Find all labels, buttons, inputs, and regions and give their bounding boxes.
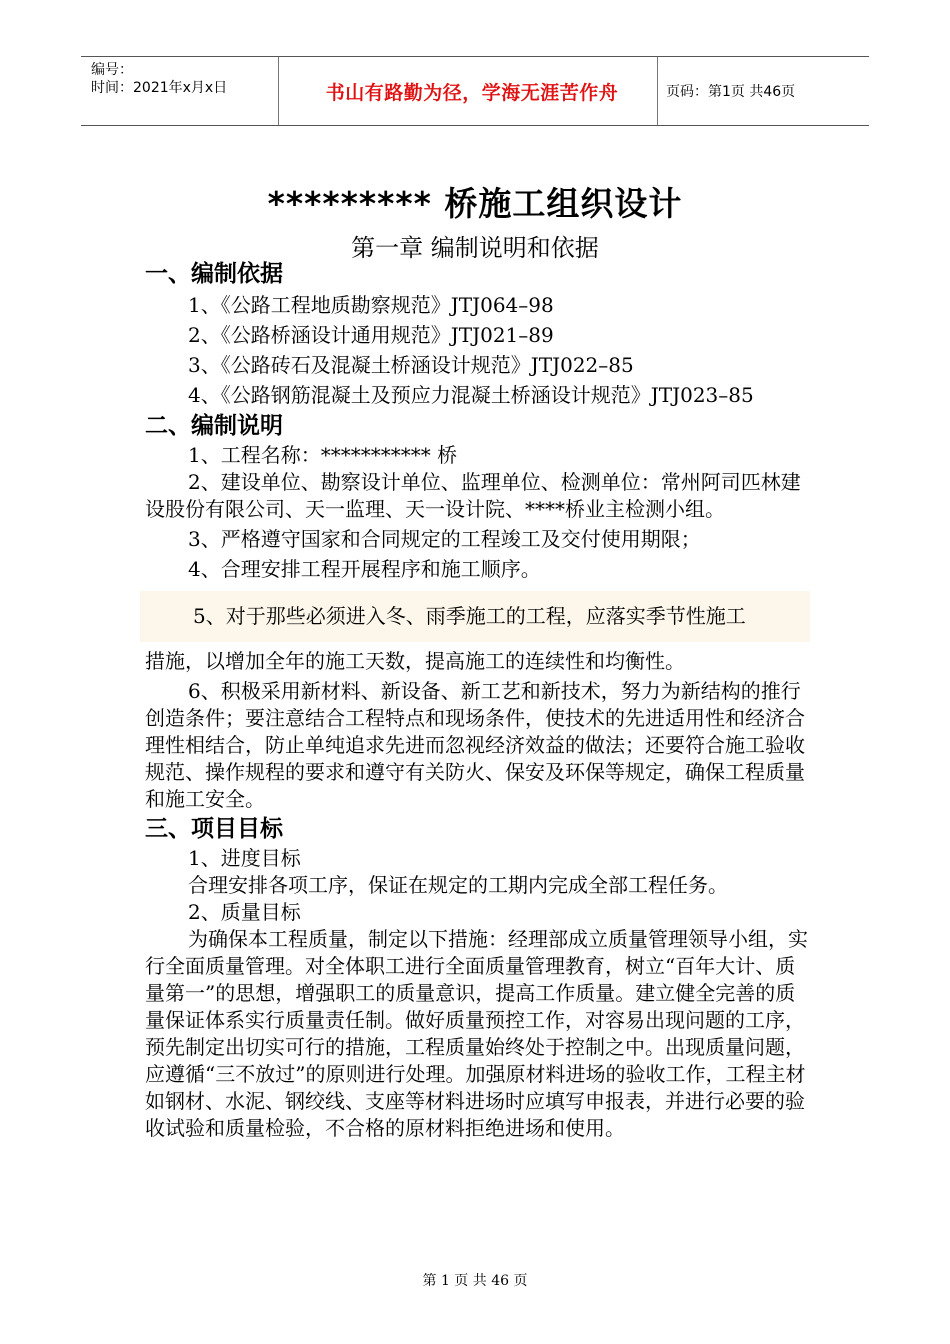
list-item: 4、合理安排工程开展程序和施工顺序。 bbox=[188, 557, 541, 581]
list-item: 1、《公路工程地质勘察规范》JTJ064–98 bbox=[188, 293, 554, 317]
list-item: 2、建设单位、勘察设计单位、监理单位、检测单位：常州阿司匹林建设股份有限公司、天一监理、天一设计院、****桥业主检测小组。 bbox=[145, 470, 801, 521]
number-label: 编号： bbox=[91, 62, 133, 78]
header-meta bbox=[91, 61, 227, 97]
paragraph: 合理安排各项工序，保证在规定的工期内完成全部工程任务。 bbox=[188, 873, 728, 897]
paragraph-continuation: 措施，以增加全年的施工天数，提高施工的连续性和均衡性。 bbox=[145, 649, 685, 673]
paragraph: 为确保本工程质量，制定以下措施：经理部成立质量管理领导小组，实行全面质量管理。对全体职工进行全面质量管理教育，树立“百年大计、质量第一”的思想，增强职工的质量意识，提高工作质量。建立健全完善的质量保证体系实行质量责任制。做好质量预控工作，对容易出现问题的工序，预先制定出切实可行的措施，工程质量始终处于控制之中。出现质量问题，应遵循“三不放过”的原则进行处理。加强原材料进场的验收工作，工程主材如钢材、水泥、钢绞线、支座等材料进场时应填写申报表，并进行必要的验收试验和质量检验，不合格的原材料拒绝进场和使用。 bbox=[145, 927, 808, 1140]
document-title: ********* 桥施工组织设计 bbox=[267, 184, 683, 223]
list-item: 6、积极采用新材料、新设备、新工艺和新技术，努力为新结构的推行创造条件；要注意结合工程特点和现场条件，使技术的先进适用性和经济合理性相结合，防止单纯追求先进而忽视经济效益的做法；还要符合施工验收规范、操作规程的要求和遵守有关防火、保安及环保等规定，确保工程质量和施工安全。 bbox=[145, 679, 805, 811]
section-heading: 一、编制依据 bbox=[145, 261, 283, 287]
highlighted-paragraph: 5、对于那些必须进入冬、雨季施工的工程，应落实季节性施工 bbox=[140, 591, 810, 642]
list-item: 1、工程名称：*********** 桥 bbox=[188, 443, 458, 467]
chapter-heading: 第一章 编制说明和依据 bbox=[351, 234, 599, 262]
subsection-heading: 2、质量目标 bbox=[188, 900, 301, 924]
header-motto: 书山有路勤为径，学海无涯苦作舟 bbox=[325, 81, 619, 104]
list-item: 3、《公路砖石及混凝土桥涵设计规范》JTJ022–85 bbox=[188, 353, 634, 377]
header-divider bbox=[657, 57, 658, 125]
header-divider bbox=[278, 57, 279, 125]
section-heading: 二、编制说明 bbox=[145, 413, 283, 439]
list-item: 3、严格遵守国家和合同规定的工程竣工及交付使用期限； bbox=[188, 527, 701, 551]
list-item: 2、《公路桥涵设计通用规范》JTJ021–89 bbox=[188, 323, 554, 347]
header-page-info: 页码：第1页 共46页 bbox=[666, 84, 796, 100]
list-item: 4、《公路钢筋混凝土及预应力混凝土桥涵设计规范》JTJ023–85 bbox=[188, 383, 754, 407]
subsection-heading: 1、进度目标 bbox=[188, 846, 301, 870]
page-footer: 第 1 页 共 46 页 bbox=[422, 1273, 528, 1289]
document-body bbox=[145, 258, 810, 1142]
page-header bbox=[81, 56, 869, 126]
date-label: 时间：2021年x月x日 bbox=[91, 80, 228, 96]
section-heading: 三、项目目标 bbox=[145, 816, 283, 842]
